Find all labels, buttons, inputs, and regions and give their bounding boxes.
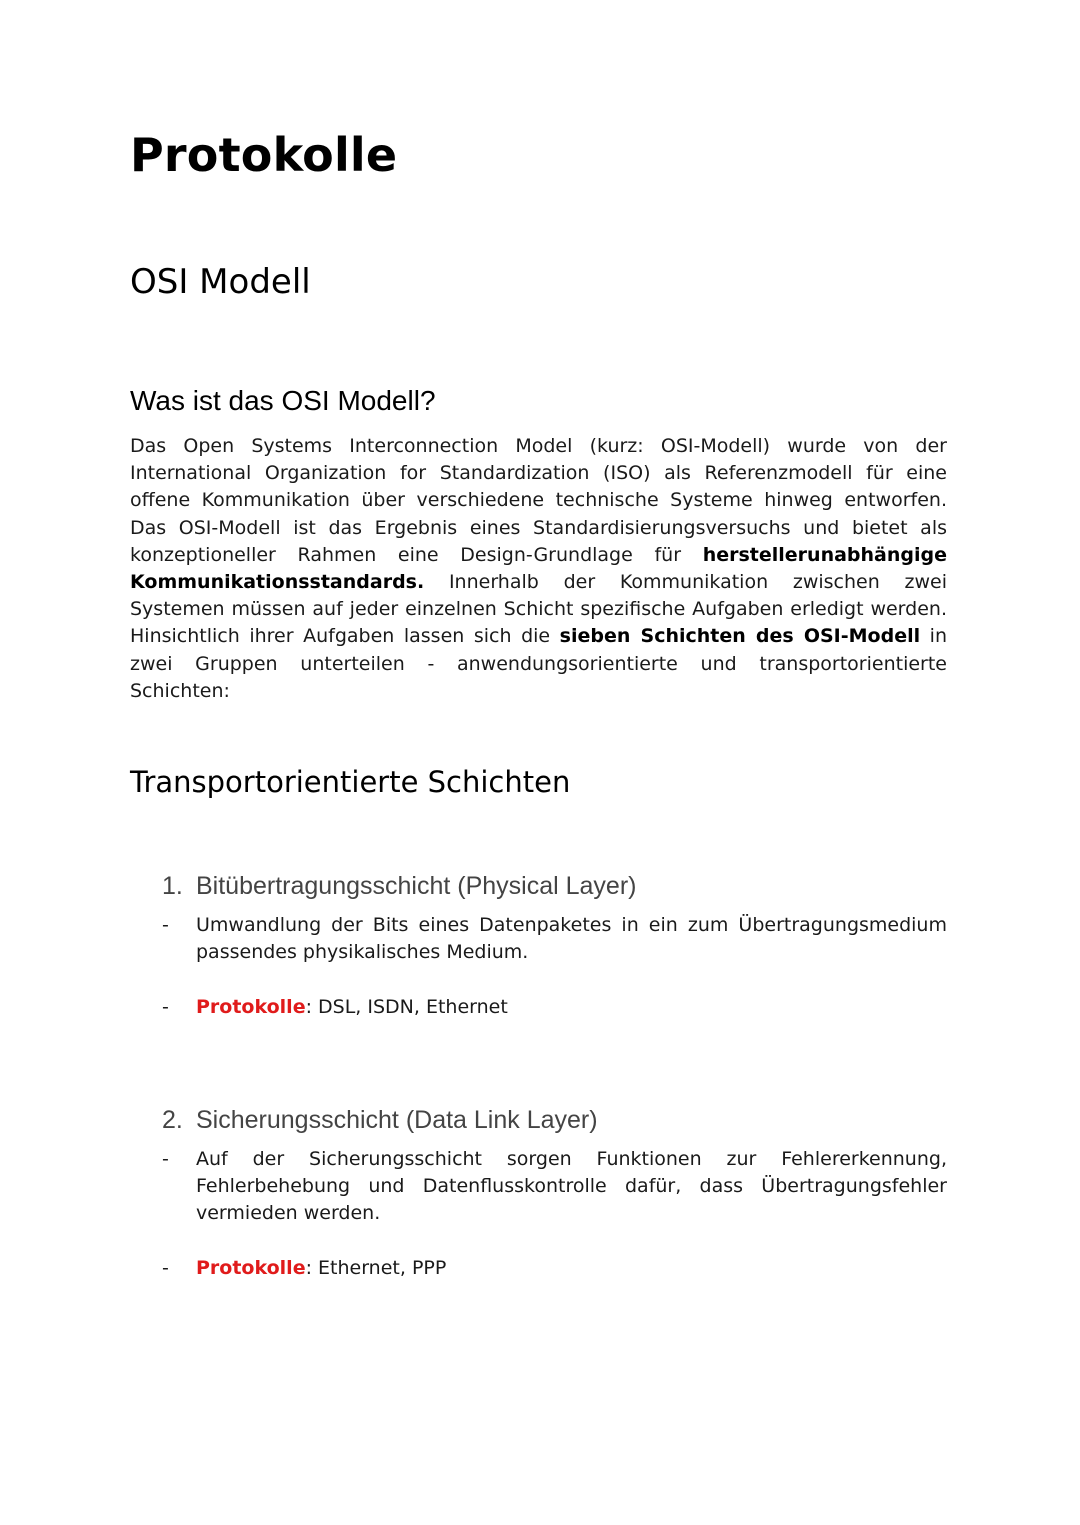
bullet-dash: - <box>162 914 169 936</box>
layer-2-protocols-item <box>162 1255 947 1282</box>
layer-1-title-text: Bitübertragungsschicht (Physical Layer) <box>196 872 637 900</box>
bullet-dash: - <box>162 996 169 1018</box>
section-title: OSI Modell <box>130 262 311 302</box>
layer-2-title <box>162 1106 598 1135</box>
intro-bold-2: sieben Schichten des OSI-Modell <box>559 625 921 648</box>
layer-2-description-item <box>162 1146 947 1228</box>
subsection-title: Was ist das OSI Modell? <box>130 385 436 416</box>
layer-1-description-item <box>162 912 947 966</box>
protocols-label: Protokolle <box>196 1257 306 1279</box>
layer-1-protocols-item <box>162 994 947 1021</box>
intro-text-3: in zwei Gruppen unterteilen - anwendungsorientierte und transportorientierte Schichten: <box>130 625 947 702</box>
intro-paragraph <box>130 433 947 705</box>
protocols-list: : Ethernet, PPP <box>305 1257 447 1279</box>
intro-text-2: Innerhalb der Kommunikation zwischen zwei Systemen müssen auf jeder einzelnen Schicht spezifische Aufgaben erledigt werden. Hinsichtlich ihrer Aufgaben lassen sich die <box>130 571 947 648</box>
layer-1-description: Umwandlung der Bits eines Datenpaketes in ein zum Übertragungsmedium passendes physikalisches Medium. <box>196 914 947 964</box>
page-title: Protokolle <box>130 128 398 182</box>
layer-2-protocols <box>196 1255 947 1282</box>
protocols-label: Protokolle <box>196 996 306 1018</box>
protocols-list: : DSL, ISDN, Ethernet <box>305 996 508 1018</box>
layer-2-title-text: Sicherungsschicht (Data Link Layer) <box>196 1106 598 1134</box>
bullet-dash: - <box>162 1257 169 1279</box>
layer-2-description: Auf der Sicherungsschicht sorgen Funktionen zur Fehlererkennung, Fehlerbehebung und Datenflusskontrolle dafür, dass Übertragungsfehler vermieden werden. <box>196 1148 947 1225</box>
transport-heading: Transportorientierte Schichten <box>130 765 571 799</box>
layer-2-number: 2. <box>162 1106 183 1134</box>
intro-bold-1: herstellerunabhängige Kommunikationsstandards. <box>130 543 947 594</box>
layer-1-number: 1. <box>162 872 183 900</box>
layer-1-protocols <box>196 994 947 1021</box>
bullet-dash: - <box>162 1148 169 1170</box>
layer-1-title <box>162 872 636 901</box>
intro-text-1: Das Open Systems Interconnection Model (kurz: OSI-Modell) wurde von der International Organization for Standardization (ISO) als Referenzmodell für eine offene Kommunikation über verschiedene technische Systeme hinweg entworfen. Das OSI-Modell ist das Ergebnis eines Standardisierungsversuchs und bietet als konzeptioneller Rahmen eine Design-Grundlage für <box>130 435 947 566</box>
